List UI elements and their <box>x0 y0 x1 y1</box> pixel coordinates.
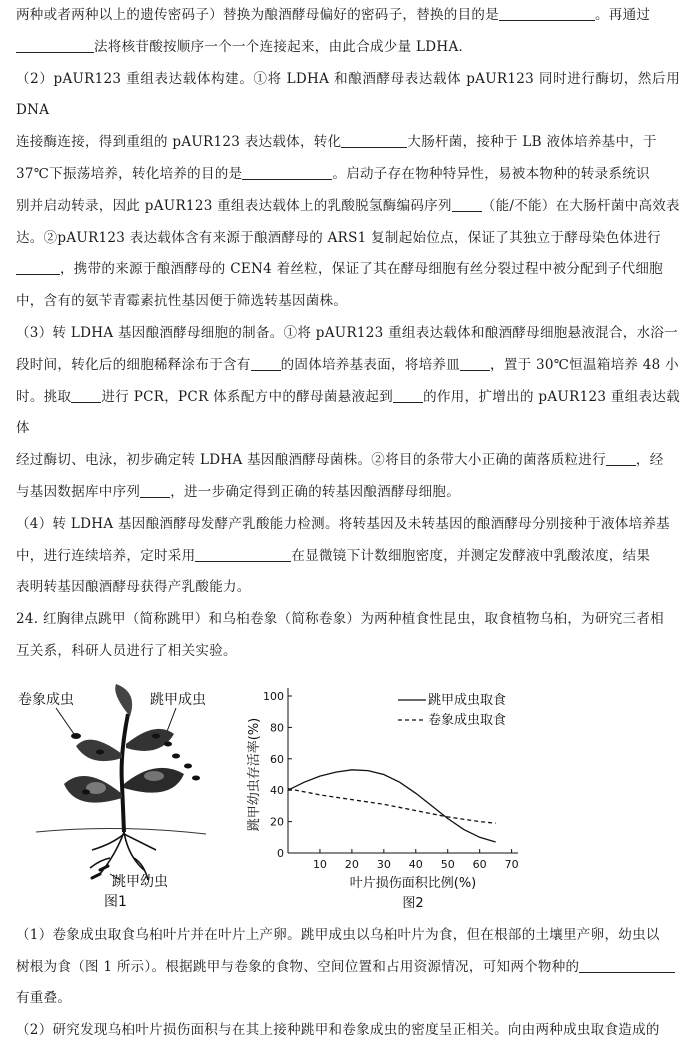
text-segment: 两种或者两种以上的遗传密码子）替换为酿酒酵母偏好的密码子，替换的目的是 <box>16 7 499 23</box>
text-line <box>16 0 680 32</box>
text-line <box>16 32 680 64</box>
x-tick-label: 30 <box>376 857 391 871</box>
answer-blank[interactable] <box>71 387 101 403</box>
y-tick-label: 60 <box>270 752 284 766</box>
text-segment: 。再通过 <box>595 7 651 23</box>
text-segment: 的固体培养基表面，将培养皿 <box>280 356 461 373</box>
text-line <box>16 286 680 318</box>
text-line <box>16 191 680 223</box>
text-line <box>16 572 680 604</box>
question-text-bottom <box>16 920 680 1047</box>
y-tick-label: 80 <box>270 721 284 735</box>
text-segment: ，进一步确定得到正确的转基因酿酒酵母细胞。 <box>170 483 461 500</box>
text-line <box>16 952 680 984</box>
figure-row <box>16 668 680 920</box>
x-tick-label: 70 <box>504 857 519 871</box>
answer-blank[interactable] <box>341 132 407 148</box>
text-segment: 段时间，转化后的细胞稀释涂布于含有 <box>16 356 251 373</box>
answer-blank[interactable] <box>251 355 281 371</box>
fig1-label-adult-beetle: 跳甲成虫 <box>150 691 206 708</box>
text-segment: 。启动子存在物种特异性，易被本物种的转录系统识 <box>332 165 650 182</box>
text-segment: 的作用，扩增出的 pAUR123 重组表达载体 <box>16 388 681 437</box>
x-tick-label: 20 <box>344 857 359 871</box>
text-line <box>16 127 680 159</box>
text-line <box>16 920 680 952</box>
text-segment: 进行 PCR，PCR 体系配方中的酵母菌悬液起到 <box>101 388 394 405</box>
text-line <box>16 983 680 1015</box>
question-text-top <box>16 0 680 668</box>
text-segment: 与基因数据库中序列 <box>16 483 141 500</box>
text-line <box>16 318 680 350</box>
text-segment: 有重叠。 <box>16 990 72 1007</box>
x-axis-label: 叶片损伤面积比例(%) <box>349 875 477 891</box>
answer-blank[interactable] <box>499 5 595 21</box>
x-tick-label: 40 <box>408 857 423 871</box>
text-segment: （2）pAUR123 重组表达载体构建。①将 LDHA 和酿酒酵母表达载体 pAUR123 同时进行酶切，然后用 DNA <box>16 70 680 119</box>
text-segment: 24. 红胸律点跳甲（简称跳甲）和乌桕卷象（简称卷象）为两种植食性昆虫，取食植物乌桕，为研究三者相 <box>16 611 664 628</box>
text-line <box>16 1015 680 1047</box>
answer-blank[interactable] <box>140 482 170 498</box>
text-segment: ，经 <box>635 452 664 469</box>
text-segment: （4）转 LDHA 基因酿酒酵母发酵产乳酸能力检测。将转基因及未转基因的酿酒酵母分别接种于液体培养基 <box>16 515 670 532</box>
answer-blank[interactable] <box>606 450 636 466</box>
y-tick-label: 20 <box>270 815 284 829</box>
text-line <box>16 509 680 541</box>
text-segment: 互关系，科研人员进行了相关实验。 <box>16 642 237 659</box>
fig1-label-larva: 跳甲幼虫 <box>112 873 168 890</box>
text-segment: 连接酶连接，得到重组的 pAUR123 表达载体，转化 <box>16 134 342 151</box>
text-line <box>16 223 680 255</box>
text-line <box>16 254 680 286</box>
fig1-label-adult-weevil: 卷象成虫 <box>18 691 74 708</box>
text-segment: （2）研究发现乌桕叶片损伤面积与在其上接种跳甲和卷象成虫的密度呈正相关。向由两种成虫取食造成的 <box>16 1022 660 1039</box>
text-segment: 树根为食（图 1 所示）。根据跳甲与卷象的食物、空间位置和占用资源情况，可知两个物种的 <box>16 958 580 975</box>
x-tick-label: 60 <box>472 857 487 871</box>
answer-blank[interactable] <box>460 355 490 371</box>
answer-blank[interactable] <box>16 37 94 53</box>
answer-blank[interactable] <box>579 957 675 973</box>
answer-blank[interactable] <box>195 546 291 562</box>
x-tick-label: 50 <box>440 857 455 871</box>
text-segment: 中，含有的氨苄青霉素抗性基因便于筛选转基因菌株。 <box>16 293 348 310</box>
figure-2-line-chart <box>228 668 528 918</box>
series-line-2 <box>288 788 496 823</box>
y-tick-label: 40 <box>270 783 284 797</box>
text-segment: 经过酶切、电泳，初步确定转 LDHA 基因酿酒酵母菌株。②将目的条带大小正确的菌落质粒进行 <box>16 452 606 469</box>
chart-caption: 图2 <box>402 895 424 911</box>
text-segment: 达。②pAUR123 表达载体含有来源于酿酒酵母的 ARS1 复制起始位点，保证了其独立于酵母染色体进行 <box>16 229 661 246</box>
text-segment: 大肠杆菌，接种于 LB 液体培养基中，于 <box>407 134 657 151</box>
y-tick-label: 0 <box>277 846 284 860</box>
text-segment: 37℃下振荡培养，转化培养的目的是 <box>16 165 243 182</box>
legend-label: 跳甲成虫取食 <box>428 692 507 708</box>
answer-blank[interactable] <box>452 196 482 212</box>
text-line <box>16 604 680 636</box>
document-page <box>16 0 680 1047</box>
text-segment: （3）转 LDHA 基因酿酒酵母细胞的制备。①将 pAUR123 重组表达载体和酿酒酵母细胞悬液混合，水浴一 <box>16 324 678 341</box>
text-segment: ，置于 30℃恒温箱培养 48 小 <box>490 356 679 373</box>
answer-blank[interactable] <box>242 164 332 180</box>
text-segment: 在显微镜下计数细胞密度，并测定发酵液中乳酸浓度，结果 <box>291 547 651 564</box>
y-tick-label: 100 <box>263 689 284 703</box>
text-line <box>16 477 680 509</box>
legend-label: 卷象成虫取食 <box>428 712 507 728</box>
text-segment: 法将核苷酸按顺序一个一个连接起来，由此合成少量 LDHA． <box>94 38 473 55</box>
x-tick-label: 10 <box>312 857 327 871</box>
text-segment: 表明转基因酿酒酵母获得产乳酸能力。 <box>16 579 251 596</box>
text-segment: ，携带的来源于酿酒酵母的 CEN4 着丝粒，保证了其在酵母细胞有丝分裂过程中被分配到子代细胞 <box>60 261 663 278</box>
text-segment: 别并启动转录，因此 pAUR123 重组表达载体上的乳酸脱氢酶编码序列 <box>16 197 452 214</box>
text-line <box>16 350 680 382</box>
text-segment: （能/不能）在大肠杆菌中高效表 <box>481 197 680 214</box>
text-segment: 中，进行连续培养，定时采用 <box>16 547 196 564</box>
text-line <box>16 159 680 191</box>
answer-blank[interactable] <box>16 259 60 275</box>
text-line <box>16 541 680 573</box>
text-line <box>16 636 680 668</box>
text-line <box>16 445 680 477</box>
fig1-caption: 图1 <box>104 893 127 910</box>
y-axis-label: 跳甲幼虫存活率(%) <box>247 717 262 831</box>
text-line <box>16 382 680 446</box>
text-segment: （1）卷象成虫取食乌桕叶片并在叶片上产卵。跳甲成虫以乌桕叶片为食，但在根部的土壤里产卵，幼虫以 <box>16 926 660 943</box>
text-segment: 时。挑取 <box>16 388 72 405</box>
figure-1 <box>16 674 226 910</box>
text-line <box>16 64 680 128</box>
answer-blank[interactable] <box>393 387 423 403</box>
